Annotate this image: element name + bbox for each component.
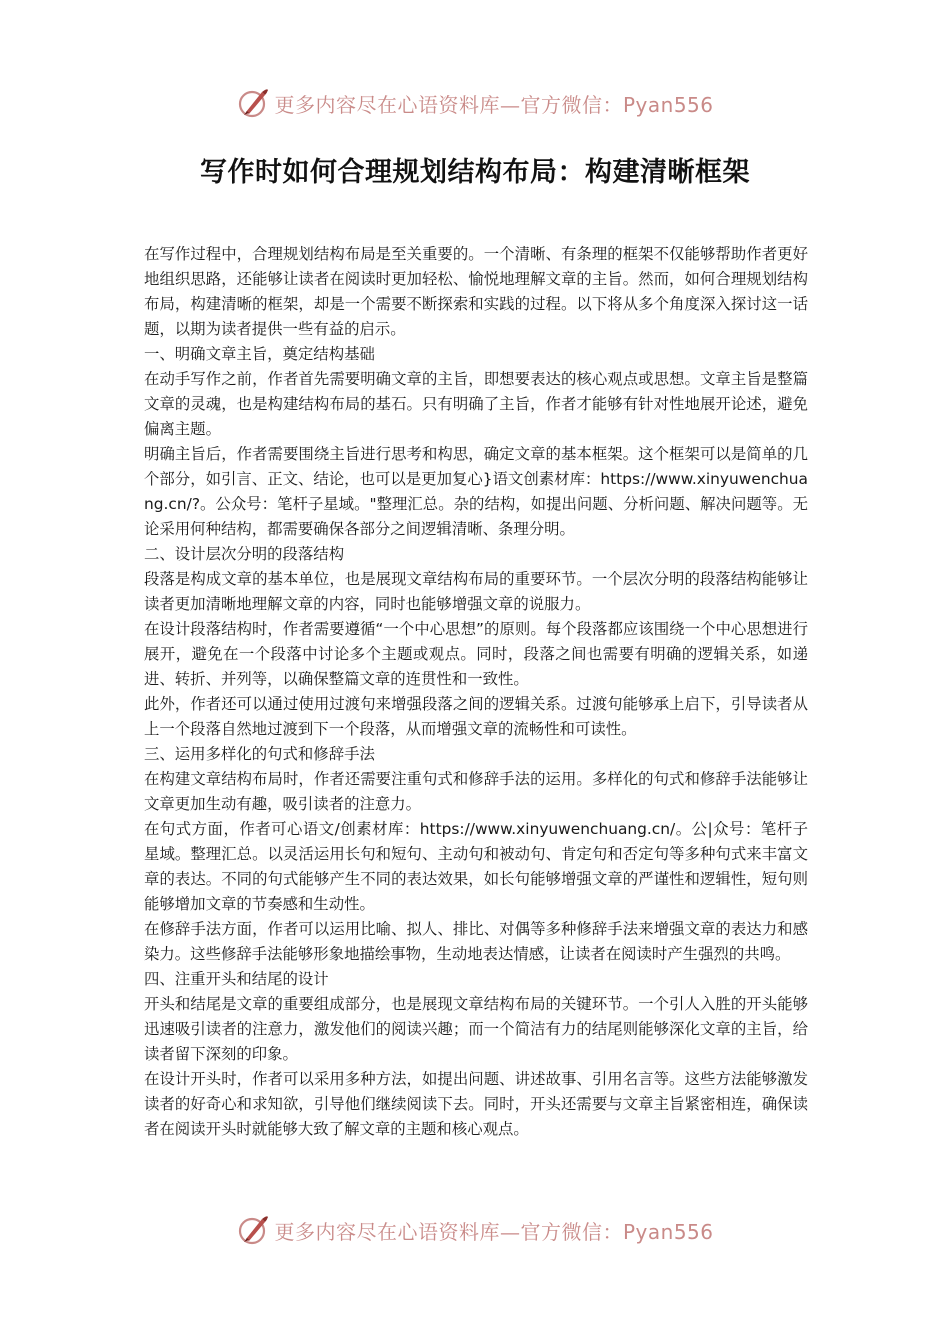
banner-text xyxy=(274,89,713,118)
section-heading: 三、运用多样化的句式和修辞手法 xyxy=(144,745,375,763)
section-heading: 一、明确文章主旨，奠定结构基础 xyxy=(144,345,375,363)
paragraph: 在动手写作之前，作者首先需要明确文章的主旨，即想要表达的核心观点或思想。文章主旨是整篇文章的灵魂，也是构建结构布局的基石。只有明确了主旨，作者才能够有针对性地展开论述，避免偏离主题。 xyxy=(144,370,808,438)
paragraph: 段落是构成文章的基本单位，也是展现文章结构布局的重要环节。一个层次分明的段落结构能够让读者更加清晰地理解文章的内容，同时也能够增强文章的说服力。 xyxy=(144,570,808,613)
paragraph: 开头和结尾是文章的重要组成部分，也是展现文章结构布局的关键环节。一个引人入胜的开头能够迅速吸引读者的注意力，激发他们的阅读兴趣；而一个简洁有力的结尾则能够深化文章的主旨，给读者留下深刻的印象。 xyxy=(144,995,808,1063)
footer-banner xyxy=(0,1210,950,1250)
paragraph: 在设计开头时，作者可以采用多种方法，如提出问题、讲述故事、引用名言等。这些方法能够激发读者的好奇心和求知欲，引导他们继续阅读下去。同时，开头还需要与文章主旨紧密相连，确保读者在阅读开头时就能够大致了解文章的主题和核心观点。 xyxy=(144,1070,808,1138)
banner-text-cn: 更多内容尽在心语资料库—官方微信： xyxy=(274,92,623,117)
header-banner xyxy=(0,83,950,123)
document-body xyxy=(144,242,808,1142)
section-heading: 四、注重开头和结尾的设计 xyxy=(144,970,329,988)
paragraph: 在写作过程中，合理规划结构布局是至关重要的。一个清晰、有条理的框架不仅能够帮助作者更好地组织思路，还能够让读者在阅读时更加轻松、愉悦地理解文章的主旨。然而，如何合理规划结构布局，构建清晰的框架，却是一个需要不断探索和实践的过程。以下将从多个角度深入探讨这一话题，以期为读者提供一些有益的启示。 xyxy=(144,245,808,338)
banner-text-wechat-id: Pyan556 xyxy=(622,1219,714,1244)
section-heading: 二、设计层次分明的段落结构 xyxy=(144,545,345,563)
paragraph: 在构建文章结构布局时，作者还需要注重句式和修辞手法的运用。多样化的句式和修辞手法能够让文章更加生动有趣，吸引读者的注意力。 xyxy=(144,770,808,813)
quill-pen-logo-icon xyxy=(236,86,270,120)
page-title: 写作时如何合理规划结构布局：构建清晰框架 xyxy=(200,157,750,188)
paragraph: 在设计段落结构时，作者需要遵循“一个中心思想”的原则。每个段落都应该围绕一个中心思想进行展开，避免在一个段落中讨论多个主题或观点。同时，段落之间也需要有明确的逻辑关系，如递进、转折、并列等，以确保整篇文章的连贯性和一致性。 xyxy=(144,620,808,688)
quill-pen-logo-icon xyxy=(236,1213,270,1247)
paragraph: 明确主旨后，作者需要围绕主旨进行思考和构思，确定文章的基本框架。这个框架可以是简单的几个部分，如引言、正文、结论，也可以是更加复心}语文创素材库：https://www.xinyuwenchuang.cn/?。公众号：笔杆子星域。"整理汇总。杂的结构，如提出问题、分析问题、解决问题等。无论采用何种结构，都需要确保各部分之间逻辑清晰、条理分明。 xyxy=(144,445,808,538)
paragraph: 此外，作者还可以通过使用过渡句来增强段落之间的逻辑关系。过渡句能够承上启下，引导读者从上一个段落自然地过渡到下一个段落，从而增强文章的流畅性和可读性。 xyxy=(144,695,808,738)
paragraph: 在修辞手法方面，作者可以运用比喻、拟人、排比、对偶等多种修辞手法来增强文章的表达力和感染力。这些修辞手法能够形象地描绘事物，生动地表达情感，让读者在阅读时产生强烈的共鸣。 xyxy=(144,920,808,963)
banner-text xyxy=(274,1216,713,1245)
banner-text-cn: 更多内容尽在心语资料库—官方微信： xyxy=(274,1219,623,1244)
paragraph: 在句式方面，作者可心语文/创素材库：https://www.xinyuwenchuang.cn/。公|众号：笔杆子星域。整理汇总。以灵活运用长句和短句、主动句和被动句、肯定句和否定句等多种句式来丰富文章的表达。不同的句式能够产生不同的表达效果，如长句能够增强文章的严谨性和逻辑性，短句则能够增加文章的节奏感和生动性。 xyxy=(144,820,808,913)
banner-text-wechat-id: Pyan556 xyxy=(622,92,714,117)
